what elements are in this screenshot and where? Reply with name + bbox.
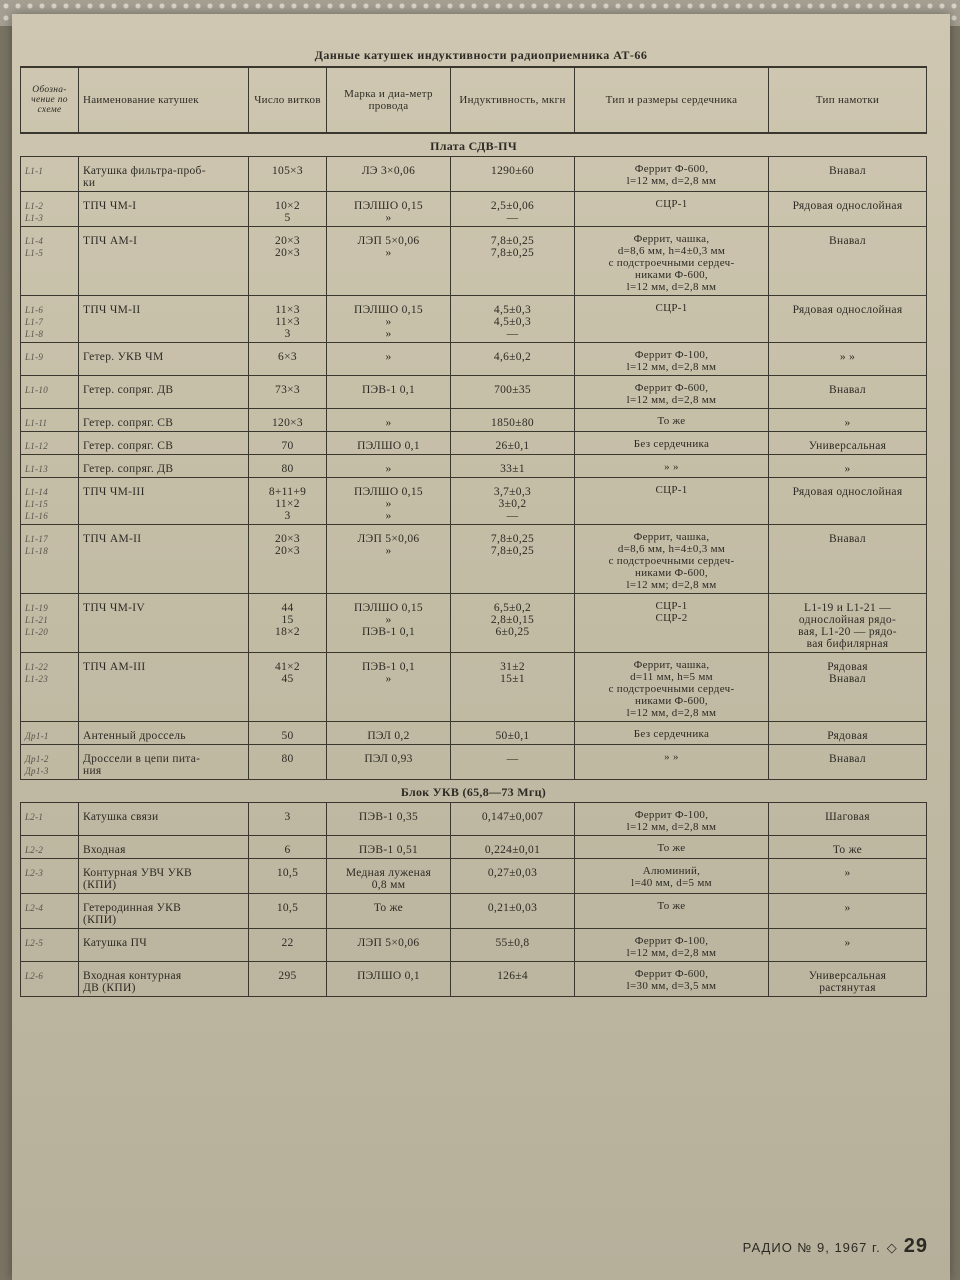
- row-inductance: 4,6±0,2: [451, 343, 575, 376]
- row-turns: 6×3: [249, 343, 327, 376]
- row-core: СЦР-1: [575, 478, 769, 525]
- magazine-page: [12, 14, 950, 1280]
- row-designation: L1-13: [21, 455, 79, 478]
- table-row: [21, 894, 927, 929]
- row-turns: 120×3: [249, 409, 327, 432]
- row-name: ТПЧ АМ-I: [79, 227, 249, 296]
- row-turns: 6: [249, 836, 327, 859]
- row-wire: ПЭВ-1 0,1 »: [327, 653, 451, 722]
- row-core: Феррит Ф-100, l=12 мм, d=2,8 мм: [575, 929, 769, 962]
- row-name: Гетер. УКВ ЧМ: [79, 343, 249, 376]
- row-wire: ПЭЛШО 0,15 » ПЭВ-1 0,1: [327, 594, 451, 653]
- row-turns: 73×3: [249, 376, 327, 409]
- row-name: Дроссели в цепи пита- ния: [79, 745, 249, 780]
- table-row: [21, 343, 927, 376]
- row-designation: Др1-1: [21, 722, 79, 745]
- row-turns: 10×2 5: [249, 192, 327, 227]
- row-designation: Др1-2 Др1-3: [21, 745, 79, 780]
- row-winding: Рядовая однослойная: [769, 478, 927, 525]
- table-row: [21, 859, 927, 894]
- row-designation: L1-4 L1-5: [21, 227, 79, 296]
- table-row: [21, 525, 927, 594]
- row-turns: 3: [249, 803, 327, 836]
- row-designation: L2-2: [21, 836, 79, 859]
- section-heading-row: [21, 133, 927, 157]
- row-wire: ПЭЛШО 0,1: [327, 432, 451, 455]
- row-wire: ЛЭ 3×0,06: [327, 157, 451, 192]
- row-name: Катушка связи: [79, 803, 249, 836]
- row-core: Феррит Ф-600, l=12 мм, d=2,8 мм: [575, 376, 769, 409]
- row-winding: Внавал: [769, 745, 927, 780]
- row-wire: ПЭЛШО 0,15 » »: [327, 296, 451, 343]
- row-designation: L1-10: [21, 376, 79, 409]
- row-wire: ПЭЛШО 0,15 »: [327, 192, 451, 227]
- row-wire: »: [327, 343, 451, 376]
- section-title: Блок УКВ (65,8—73 Мгц): [21, 780, 927, 803]
- row-designation: L1-11: [21, 409, 79, 432]
- row-winding: Универсальная растянутая: [769, 962, 927, 997]
- row-inductance: 0,27±0,03: [451, 859, 575, 894]
- row-designation: L1-22 L1-23: [21, 653, 79, 722]
- row-inductance: 3,7±0,3 3±0,2 —: [451, 478, 575, 525]
- row-wire: ПЭВ-1 0,51: [327, 836, 451, 859]
- table-row: [21, 157, 927, 192]
- row-inductance: 6,5±0,2 2,8±0,15 6±0,25: [451, 594, 575, 653]
- row-turns: 20×3 20×3: [249, 525, 327, 594]
- row-name: Гетер. сопряг. СВ: [79, 432, 249, 455]
- row-wire: »: [327, 409, 451, 432]
- row-turns: 8+11+9 11×2 3: [249, 478, 327, 525]
- row-inductance: 2,5±0,06 —: [451, 192, 575, 227]
- header-row: [21, 67, 927, 133]
- row-designation: L2-6: [21, 962, 79, 997]
- row-wire: ПЭЛ 0,93: [327, 745, 451, 780]
- row-designation: L1-6 L1-7 L1-8: [21, 296, 79, 343]
- row-wire: ПЭЛШО 0,1: [327, 962, 451, 997]
- row-designation: L2-4: [21, 894, 79, 929]
- row-turns: 11×3 11×3 3: [249, 296, 327, 343]
- row-wire: ПЭЛ 0,2: [327, 722, 451, 745]
- row-turns: 105×3: [249, 157, 327, 192]
- row-name: ТПЧ АМ-III: [79, 653, 249, 722]
- header-winding: Тип намотки: [769, 67, 927, 133]
- row-wire: Медная луженая 0,8 мм: [327, 859, 451, 894]
- row-turns: 22: [249, 929, 327, 962]
- table-row: [21, 409, 927, 432]
- row-core: » »: [575, 745, 769, 780]
- row-wire: ПЭВ-1 0,35: [327, 803, 451, 836]
- row-wire: »: [327, 455, 451, 478]
- row-inductance: 1290±60: [451, 157, 575, 192]
- row-inductance: 50±0,1: [451, 722, 575, 745]
- table-row: [21, 929, 927, 962]
- row-core: » »: [575, 455, 769, 478]
- row-core: То же: [575, 894, 769, 929]
- header-inductance: Индуктивность, мкгн: [451, 67, 575, 133]
- row-inductance: 7,8±0,25 7,8±0,25: [451, 227, 575, 296]
- row-name: ТПЧ ЧМ-III: [79, 478, 249, 525]
- row-wire: То же: [327, 894, 451, 929]
- table-row: [21, 227, 927, 296]
- row-winding: Рядовая однослойная: [769, 192, 927, 227]
- row-core: Без сердечника: [575, 722, 769, 745]
- row-designation: L1-19 L1-21 L1-20: [21, 594, 79, 653]
- row-inductance: 55±0,8: [451, 929, 575, 962]
- row-core: Феррит Ф-100, l=12 мм, d=2,8 мм: [575, 343, 769, 376]
- row-turns: 80: [249, 745, 327, 780]
- row-name: Входная: [79, 836, 249, 859]
- row-core: Без сердечника: [575, 432, 769, 455]
- row-inductance: —: [451, 745, 575, 780]
- row-name: ТПЧ ЧМ-IV: [79, 594, 249, 653]
- row-turns: 295: [249, 962, 327, 997]
- row-core: СЦР-1 СЦР-2: [575, 594, 769, 653]
- row-wire: ПЭЛШО 0,15 » »: [327, 478, 451, 525]
- row-turns: 70: [249, 432, 327, 455]
- row-wire: ПЭВ-1 0,1: [327, 376, 451, 409]
- row-name: Гетер. сопряг. ДВ: [79, 455, 249, 478]
- table-row: [21, 432, 927, 455]
- table-row: [21, 192, 927, 227]
- row-core: Феррит, чашка, d=11 мм, h=5 мм с подстроечными сердеч- никами Ф-600, l=12 мм, d=2,8 мм: [575, 653, 769, 722]
- row-winding: Универсальная: [769, 432, 927, 455]
- section-heading-row: [21, 780, 927, 803]
- table-row: [21, 745, 927, 780]
- header-turns: Число витков: [249, 67, 327, 133]
- row-winding: Внавал: [769, 376, 927, 409]
- row-designation: L2-3: [21, 859, 79, 894]
- row-winding: Рядовая Внавал: [769, 653, 927, 722]
- row-inductance: 4,5±0,3 4,5±0,3 —: [451, 296, 575, 343]
- row-inductance: 700±35: [451, 376, 575, 409]
- row-inductance: 0,147±0,007: [451, 803, 575, 836]
- row-turns: 50: [249, 722, 327, 745]
- journal-issue: РАДИО № 9, 1967 г.: [742, 1240, 881, 1255]
- row-designation: L1-9: [21, 343, 79, 376]
- row-inductance: 126±4: [451, 962, 575, 997]
- row-designation: L1-14 L1-15 L1-16: [21, 478, 79, 525]
- row-core: То же: [575, 836, 769, 859]
- table-row: [21, 803, 927, 836]
- header-core: Тип и размеры сердечника: [575, 67, 769, 133]
- row-winding: Рядовая однослойная: [769, 296, 927, 343]
- table-row: [21, 836, 927, 859]
- row-turns: 80: [249, 455, 327, 478]
- row-name: Катушка ПЧ: [79, 929, 249, 962]
- table-body: [21, 133, 927, 997]
- row-name: Контурная УВЧ УКВ (КПИ): [79, 859, 249, 894]
- table-row: [21, 376, 927, 409]
- row-core: Феррит, чашка, d=8,6 мм, h=4±0,3 мм с подстроечными сердеч- никами Ф-600, l=12 мм, d=2,8 мм: [575, 227, 769, 296]
- row-name: Гетер. сопряг. СВ: [79, 409, 249, 432]
- row-winding: »: [769, 894, 927, 929]
- row-winding: »: [769, 929, 927, 962]
- row-winding: Шаговая: [769, 803, 927, 836]
- row-core: Феррит Ф-100, l=12 мм, d=2,8 мм: [575, 803, 769, 836]
- row-name: Гетер. сопряг. ДВ: [79, 376, 249, 409]
- table-title: Данные катушек индуктивности радиоприемника АТ-66: [314, 48, 648, 62]
- row-core: То же: [575, 409, 769, 432]
- row-turns: 10,5: [249, 859, 327, 894]
- table-row: [21, 962, 927, 997]
- page-number: 29: [903, 1235, 928, 1257]
- row-wire: ЛЭП 5×0,06 »: [327, 227, 451, 296]
- row-inductance: 31±2 15±1: [451, 653, 575, 722]
- row-wire: ЛЭП 5×0,06: [327, 929, 451, 962]
- row-designation: L1-17 L1-18: [21, 525, 79, 594]
- table-row: [21, 478, 927, 525]
- row-core: Феррит, чашка, d=8,6 мм, h=4±0,3 мм с подстроечными сердеч- никами Ф-600, l=12 мм; d=2,8 мм: [575, 525, 769, 594]
- row-name: Катушка фильтра-проб- ки: [79, 157, 249, 192]
- row-winding: Внавал: [769, 525, 927, 594]
- row-inductance: 33±1: [451, 455, 575, 478]
- row-inductance: 0,224±0,01: [451, 836, 575, 859]
- row-designation: L1-12: [21, 432, 79, 455]
- diamond-icon: ◇: [886, 1240, 898, 1255]
- row-name: Гетеродинная УКВ (КПИ): [79, 894, 249, 929]
- header-designation: Обозна-чение по схеме: [21, 67, 79, 133]
- row-core: Феррит Ф-600, l=12 мм, d=2,8 мм: [575, 157, 769, 192]
- header-name: Наименование катушек: [79, 67, 249, 133]
- row-wire: ЛЭП 5×0,06 »: [327, 525, 451, 594]
- row-name: Входная контурная ДВ (КПИ): [79, 962, 249, 997]
- row-name: ТПЧ ЧМ-I: [79, 192, 249, 227]
- row-turns: 10,5: [249, 894, 327, 929]
- row-inductance: 1850±80: [451, 409, 575, 432]
- coil-data-table: [20, 66, 927, 997]
- page-footer: [743, 1235, 928, 1258]
- row-turns: 44 15 18×2: [249, 594, 327, 653]
- row-turns: 20×3 20×3: [249, 227, 327, 296]
- row-inductance: 7,8±0,25 7,8±0,25: [451, 525, 575, 594]
- row-winding: »: [769, 409, 927, 432]
- row-core: СЦР-1: [575, 296, 769, 343]
- table-row: [21, 594, 927, 653]
- row-designation: L2-1: [21, 803, 79, 836]
- table-row: [21, 653, 927, 722]
- row-winding: То же: [769, 836, 927, 859]
- table-row: [21, 722, 927, 745]
- row-winding: »: [769, 455, 927, 478]
- row-core: Феррит Ф-600, l=30 мм, d=3,5 мм: [575, 962, 769, 997]
- row-winding: L1-19 и L1-21 — однослойная рядо- вая, L1-20 — рядо- вая бифилярная: [769, 594, 927, 653]
- row-designation: L1-2 L1-3: [21, 192, 79, 227]
- table-row: [21, 455, 927, 478]
- row-name: ТПЧ АМ-II: [79, 525, 249, 594]
- header-wire: Марка и диа-метр провода: [327, 67, 451, 133]
- row-winding: Внавал: [769, 227, 927, 296]
- row-core: Алюминий, l=40 мм, d=5 мм: [575, 859, 769, 894]
- row-winding: »: [769, 859, 927, 894]
- section-title: Плата СДВ-ПЧ: [21, 133, 927, 157]
- row-winding: Внавал: [769, 157, 927, 192]
- row-name: ТПЧ ЧМ-II: [79, 296, 249, 343]
- row-winding: » »: [769, 343, 927, 376]
- row-name: Антенный дроссель: [79, 722, 249, 745]
- row-winding: Рядовая: [769, 722, 927, 745]
- row-inductance: 26±0,1: [451, 432, 575, 455]
- row-turns: 41×2 45: [249, 653, 327, 722]
- row-inductance: 0,21±0,03: [451, 894, 575, 929]
- row-designation: L1-1: [21, 157, 79, 192]
- row-core: СЦР-1: [575, 192, 769, 227]
- row-designation: L2-5: [21, 929, 79, 962]
- table-row: [21, 296, 927, 343]
